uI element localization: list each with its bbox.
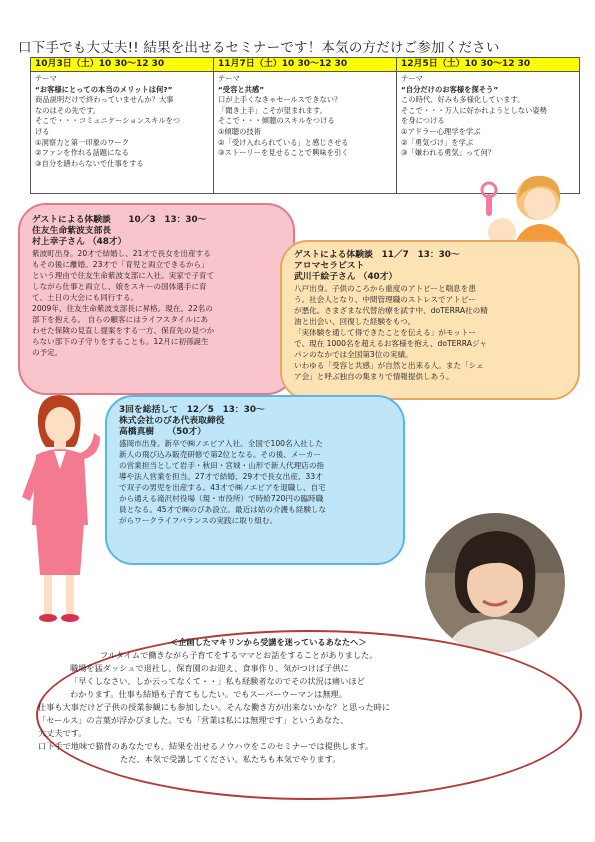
speaker-bio-line: 導や法人営業を担当。27才で結婚、29才で長女出産、33才 <box>119 472 323 481</box>
closing-heading: ＜企画したマキリンから受講を迷っているあなたへ＞ <box>170 637 367 647</box>
speaker-card-murakami <box>18 203 295 395</box>
schedule-body <box>214 72 396 161</box>
speaker-bio-line: という理由で住友生命紫波支部に入社。実家で子育て <box>32 271 215 280</box>
schedule-line: ③ストーリーを見せることで興味を引く <box>218 148 349 158</box>
schedule-theme: “自分だけのお客様を探そう” <box>401 84 499 94</box>
speaker-bio-line: 員となる。45才で㈱のびあ設立。最近は姑の介護も経験しな <box>119 505 327 514</box>
speaker-bio-line: ア会」と呼ぶ独自の集まりで情報提供しあう。 <box>294 372 454 381</box>
closing-line: ただ、本気で受講してください。私たちも本気でやります。 <box>120 754 341 764</box>
speaker-bio-line: いわゆる「受容と共感」が自然と出来る人。また「シェ <box>294 361 484 370</box>
schedule-line: ②ファンを作れる話題になる <box>35 148 129 158</box>
speaker-name: 高橋真樹 （50才） <box>119 427 207 437</box>
speaker-heading: 3回を総括して 12／5 13：30〜 <box>119 405 265 415</box>
speaker-bio-line: もその後に離婚。23才で「育児と両立できるから」 <box>32 260 209 269</box>
schedule-column-nov <box>214 58 397 193</box>
speaker-bio-line: がらワークライフバランスの実践に取り組む。 <box>119 516 278 525</box>
organizer-portrait-image <box>425 513 565 653</box>
speaker-title: アロマセラピスト <box>294 261 365 271</box>
schedule-line: ①傾聴の技術 <box>218 126 262 136</box>
speaker-bio-line: の予定。 <box>32 348 63 357</box>
schedule-line: ③自分を繕わらないで仕事をする <box>35 158 144 168</box>
speaker-bio-line: しながら仕事と両立し、娘をスキーの国体選手に育 <box>32 282 207 291</box>
speaker-bio-line: て、土日の大会にも同行する。 <box>32 293 139 302</box>
schedule-line: テーマ <box>218 74 240 83</box>
schedule-theme: “お客様にとっての本当のメリットは何?” <box>35 84 173 94</box>
speaker-bio-line: 新人の飛び込み販売研修で第2位となる。その後、メーカー <box>119 450 322 459</box>
schedule-line: テーマ <box>401 74 423 83</box>
closing-line: 大丈夫です。 <box>38 728 87 738</box>
speaker-bio-line: から通える滝沢村役場（現・市役所）で時給720円の臨時職 <box>119 494 324 503</box>
speaker-bio-line: パンのなかでは全国第3位の実績。 <box>294 350 413 359</box>
speaker-name: 村上幸子さん （48才） <box>32 237 127 247</box>
businesswoman-illustration <box>8 385 108 630</box>
schedule-body <box>31 72 213 171</box>
schedule-line: を身につける <box>401 116 445 126</box>
schedule-date: 10月3日（土）10 30〜12 30 <box>31 58 213 72</box>
speaker-title: 住友生命紫波支部長 <box>32 226 112 236</box>
schedule-line: ①洞察力と第一印象のワーク <box>35 137 130 147</box>
speaker-bio-line: で、現在 1000名を超えるお客様を抱え、doTERRAジャ <box>294 339 487 348</box>
speaker-name: 武川千絵子さん （40才） <box>294 272 398 282</box>
schedule-column-oct <box>31 58 214 193</box>
schedule-date: 11月7日（土）10 30〜12 30 <box>214 58 396 72</box>
page-title: 口下手でも大丈夫!! 結果を出せるセミナーです！本気の方だけご参加ください <box>18 40 500 56</box>
schedule-line: 「聞き上手」こそが望まれます。 <box>218 105 327 115</box>
speaker-bio-line: 八戸出身。子供のころから重度のアトピーと喘息を患 <box>294 284 476 293</box>
schedule-line: ③「嫌われる勇気」って何？ <box>401 148 496 158</box>
speaker-bio-line: の営業担当として岩手・秋田・宮城・山形で新人代理店の指 <box>119 461 325 470</box>
schedule-line: そこで・・・コミュニケーションスキルをつ <box>35 116 181 126</box>
schedule-line: そこで・・・万人に好かれようとしない姿勢 <box>401 105 547 115</box>
speaker-title: 株式会社のびあ代表取締役 <box>119 416 225 426</box>
speaker-card-takahashi <box>105 395 405 565</box>
schedule-line: この時代、好みも多様化しています。 <box>401 95 525 105</box>
schedule-line: 口が上手くなきゃセールスできない？ <box>218 95 342 105</box>
speaker-bio-line: 2009年、住友生命紫波支部長に昇格。現在、22名の <box>32 304 213 313</box>
closing-line: 職場を猛ダッシュで退社し、保育園のお迎え、食事作り、気がつけば子供に <box>70 663 349 673</box>
speaker-bio-line: 油と出会い、回復した経験をもつ。 <box>294 317 416 326</box>
speaker-bio-line: わせた保険の見直し提案をする一方、保育先の見つか <box>32 326 215 335</box>
speaker-bio-line: で双子の男児を出産する。43才で㈱ノエビアを退職し、自宅 <box>119 483 326 492</box>
closing-line: わかります。仕事も結婚も子育てもしたい。でもスーパーウーマンは無理。 <box>70 689 347 699</box>
schedule-line: ①アドラー心理学を学ぶ <box>401 126 481 136</box>
schedule-theme: “受容と共感” <box>218 84 265 94</box>
speaker-heading: ゲストによる体験談 11／7 13：30〜 <box>294 250 460 260</box>
schedule-body <box>397 72 579 161</box>
speaker-bio-line: 紫波町出身。20才で結婚し、21才で長女を出産する <box>32 249 211 258</box>
closing-line: 仕事も大事だけど子供の授業参観にも参加したい。そんな働き方が出来ないかな？と思った時に <box>38 702 391 712</box>
schedule-line: テーマ <box>35 74 57 83</box>
speaker-bio-line: 部下を抱える。 自らの顧客にはライフスタイルにあ <box>32 315 209 324</box>
speaker-bio-line: う。社会人となり、中間管理職のストレスでアトピー <box>294 295 476 304</box>
schedule-line: ける <box>35 126 50 136</box>
speaker-heading: ゲストによる体験談 10／3 13：30〜 <box>32 215 207 225</box>
speaker-bio-line: 「実体験を通して得できたことを伝える」がモットー <box>294 328 477 337</box>
closing-line: フルタイムで働きながら子育てをするママとお話をすることがありました。 <box>100 650 378 660</box>
schedule-line: そこで・・・傾聴のスキルをつける <box>218 116 335 126</box>
schedule-line: 商品説明だけで終わっていませんか？大事 <box>35 95 174 105</box>
schedule-line: ②「勇気づけ」を学ぶ <box>401 137 474 147</box>
closing-message <box>38 636 560 766</box>
schedule-line: なのはその先です。 <box>35 105 101 115</box>
speaker-bio-line: が悪化。さまざまな代替治療を試す中、doTERRA社の精 <box>294 306 488 315</box>
speaker-bio-line: 盛岡市出身。新卒で㈱ノエビア入社。全国で100名入社した <box>119 439 323 448</box>
schedule-date: 12月5日（土）10 30〜12 30 <box>397 58 579 72</box>
organizer-photo <box>425 513 565 653</box>
closing-line: 口下手で地味で猫背のあなたでも、結果を出せるノウハウをこのセミナーでは提供します。 <box>38 741 374 751</box>
speaker-bio-line: らない部下の子守りをすることも。12月に初孫誕生 <box>32 337 209 346</box>
closing-line: 「早くしなさい、しか云ってなくて・・」私も経験者なのでその状況は痛いほど <box>70 676 365 686</box>
closing-line: 「セールス」の言葉が浮かびました。でも「営業は私には無理です」というあなた、 <box>38 715 349 725</box>
speaker-card-takekawa <box>280 240 580 400</box>
schedule-line: ②「受け入れられている」と感じさせる <box>218 137 349 147</box>
